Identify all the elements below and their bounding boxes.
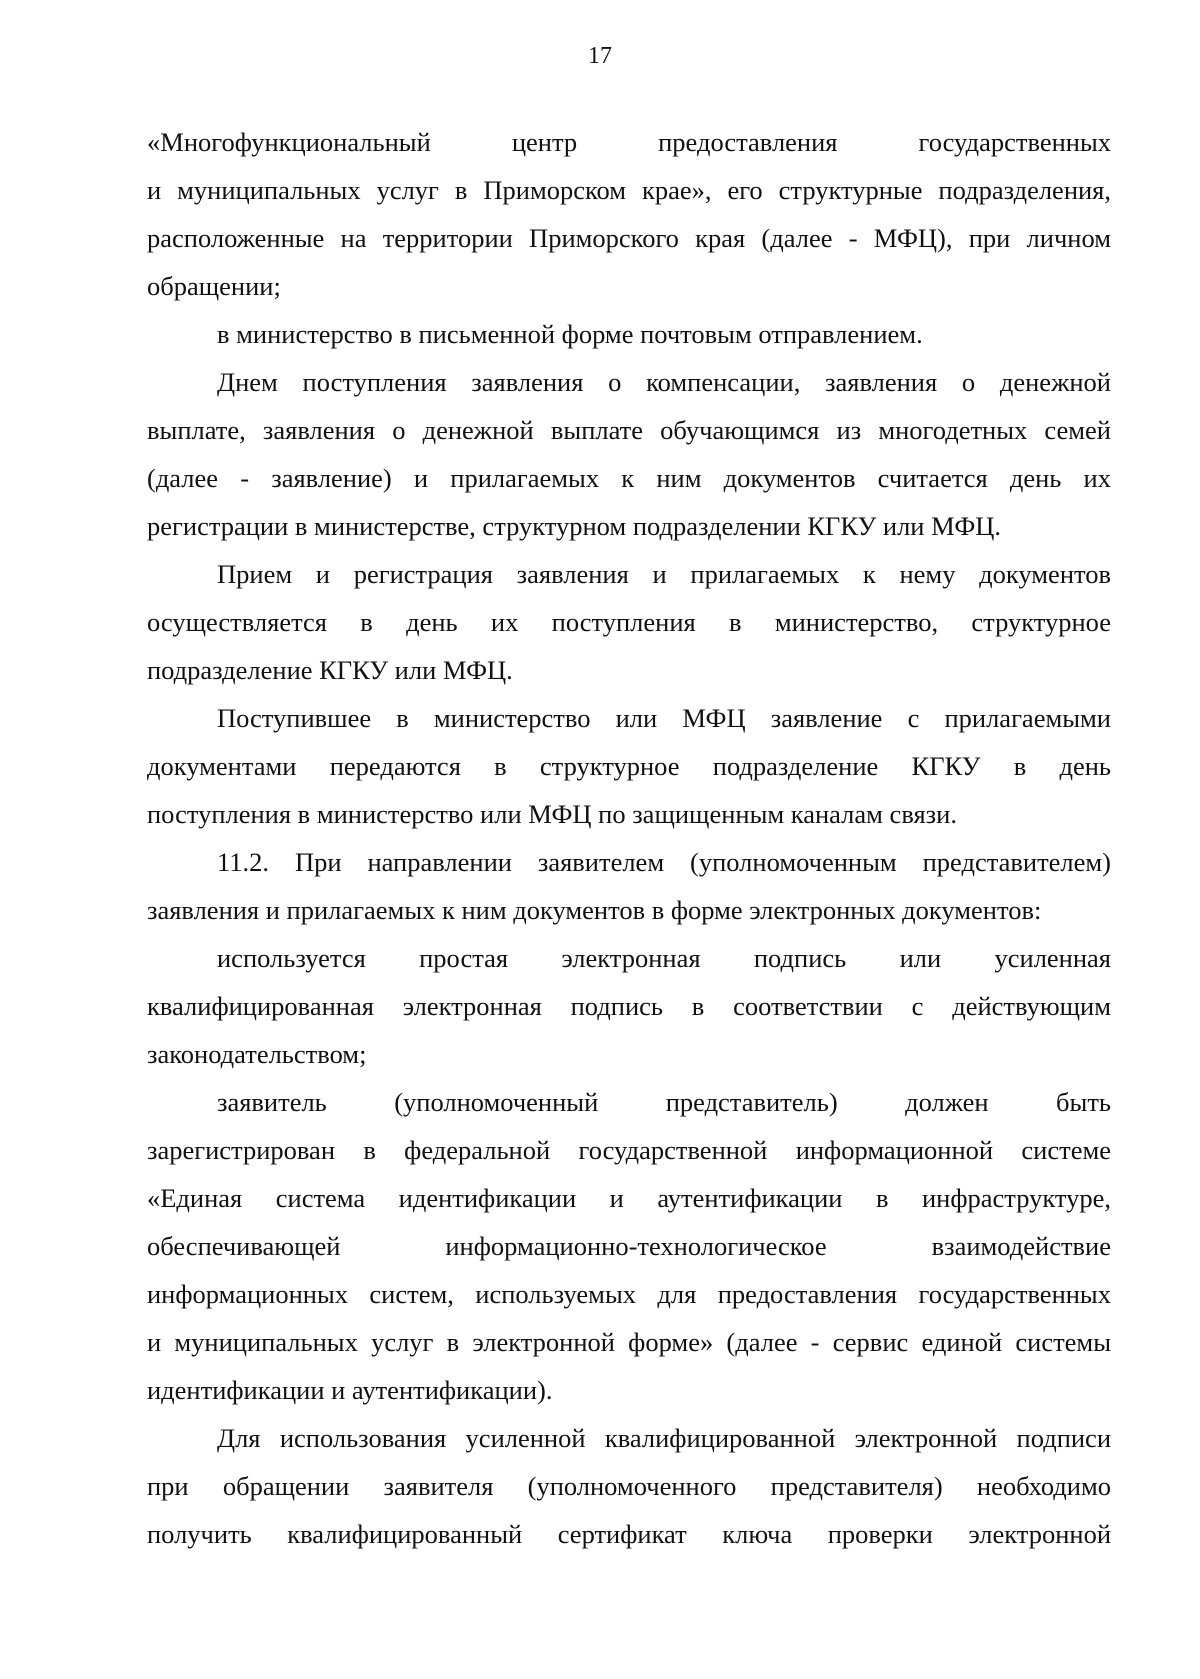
paragraph-transfer <box>147 694 1111 838</box>
text-line: используется простая электронная подпись или усиленная <box>217 943 1111 973</box>
text-line: регистрации в министерстве, структурном подразделении КГКУ или МФЦ. <box>147 511 1002 541</box>
text-line: Прием и регистрация заявления и прилагаемых к нему документов <box>217 559 1111 589</box>
text-line: заявления и прилагаемых к ним документов в форме электронных документов: <box>147 895 1042 925</box>
text-line: Поступившее в министерство или МФЦ заявление с прилагаемыми <box>217 703 1111 733</box>
text-line: информационных систем, используемых для предоставления государственных <box>147 1279 1111 1309</box>
text-line: 11.2. При направлении заявителем (уполномоченным представителем) <box>217 847 1111 877</box>
page-number: 17 <box>588 43 612 69</box>
text-line: «Многофункциональный центр предоставления государственных <box>147 127 1111 157</box>
text-line: квалифицированная электронная подпись в соответствии с действующим <box>147 991 1111 1021</box>
text-line: и муниципальных услуг в электронной форме» (далее - сервис единой системы <box>147 1327 1111 1357</box>
text-line: осуществляется в день их поступления в министерство, структурное <box>147 607 1111 637</box>
paragraph-section-11-2 <box>147 838 1111 934</box>
text-line: идентификации и аутентификации). <box>147 1375 553 1405</box>
text-line: в министерство в письменной форме почтовым отправлением. <box>217 319 923 349</box>
text-line: законодательством; <box>147 1039 367 1069</box>
text-line: заявитель (уполномоченный представитель) должен быть <box>217 1087 1111 1117</box>
paragraph-receipt-date <box>147 358 1111 550</box>
text-line: Для использования усиленной квалифицированной электронной подписи <box>217 1423 1111 1453</box>
text-line: поступления в министерство или МФЦ по защищенным каналам связи. <box>147 799 957 829</box>
paragraph-esia-registration <box>147 1078 1111 1414</box>
text-line: обращении; <box>147 271 281 301</box>
paragraph-postal <box>147 310 1111 358</box>
text-line: при обращении заявителя (уполномоченного представителя) необходимо <box>147 1471 1111 1501</box>
text-line: получить квалифицированный сертификат ключа проверки электронной <box>147 1519 1111 1549</box>
document-body <box>147 118 1111 1558</box>
text-line: обеспечивающей информационно-технологическое взаимодействие <box>147 1231 1111 1261</box>
text-line: подразделение КГКУ или МФЦ. <box>147 655 513 685</box>
text-line: (далее - заявление) и прилагаемых к ним документов считается день их <box>147 463 1111 493</box>
text-line: «Единая система идентификации и аутентификации в инфраструктуре, <box>147 1183 1111 1213</box>
text-line: выплате, заявления о денежной выплате обучающимся из многодетных семей <box>147 415 1111 445</box>
text-line: зарегистрирован в федеральной государственной информационной системе <box>147 1135 1111 1165</box>
paragraph-qualified-signature <box>147 1414 1111 1558</box>
text-line: и муниципальных услуг в Приморском крае», его структурные подразделения, <box>147 175 1111 205</box>
text-line: расположенные на территории Приморского края (далее - МФЦ), при личном <box>147 223 1111 253</box>
paragraph-registration <box>147 550 1111 694</box>
text-line: документами передаются в структурное подразделение КГКУ в день <box>147 751 1111 781</box>
text-line: Днем поступления заявления о компенсации, заявления о денежной <box>217 367 1111 397</box>
paragraph-mfc-continuation <box>147 118 1111 310</box>
paragraph-signature-used <box>147 934 1111 1078</box>
